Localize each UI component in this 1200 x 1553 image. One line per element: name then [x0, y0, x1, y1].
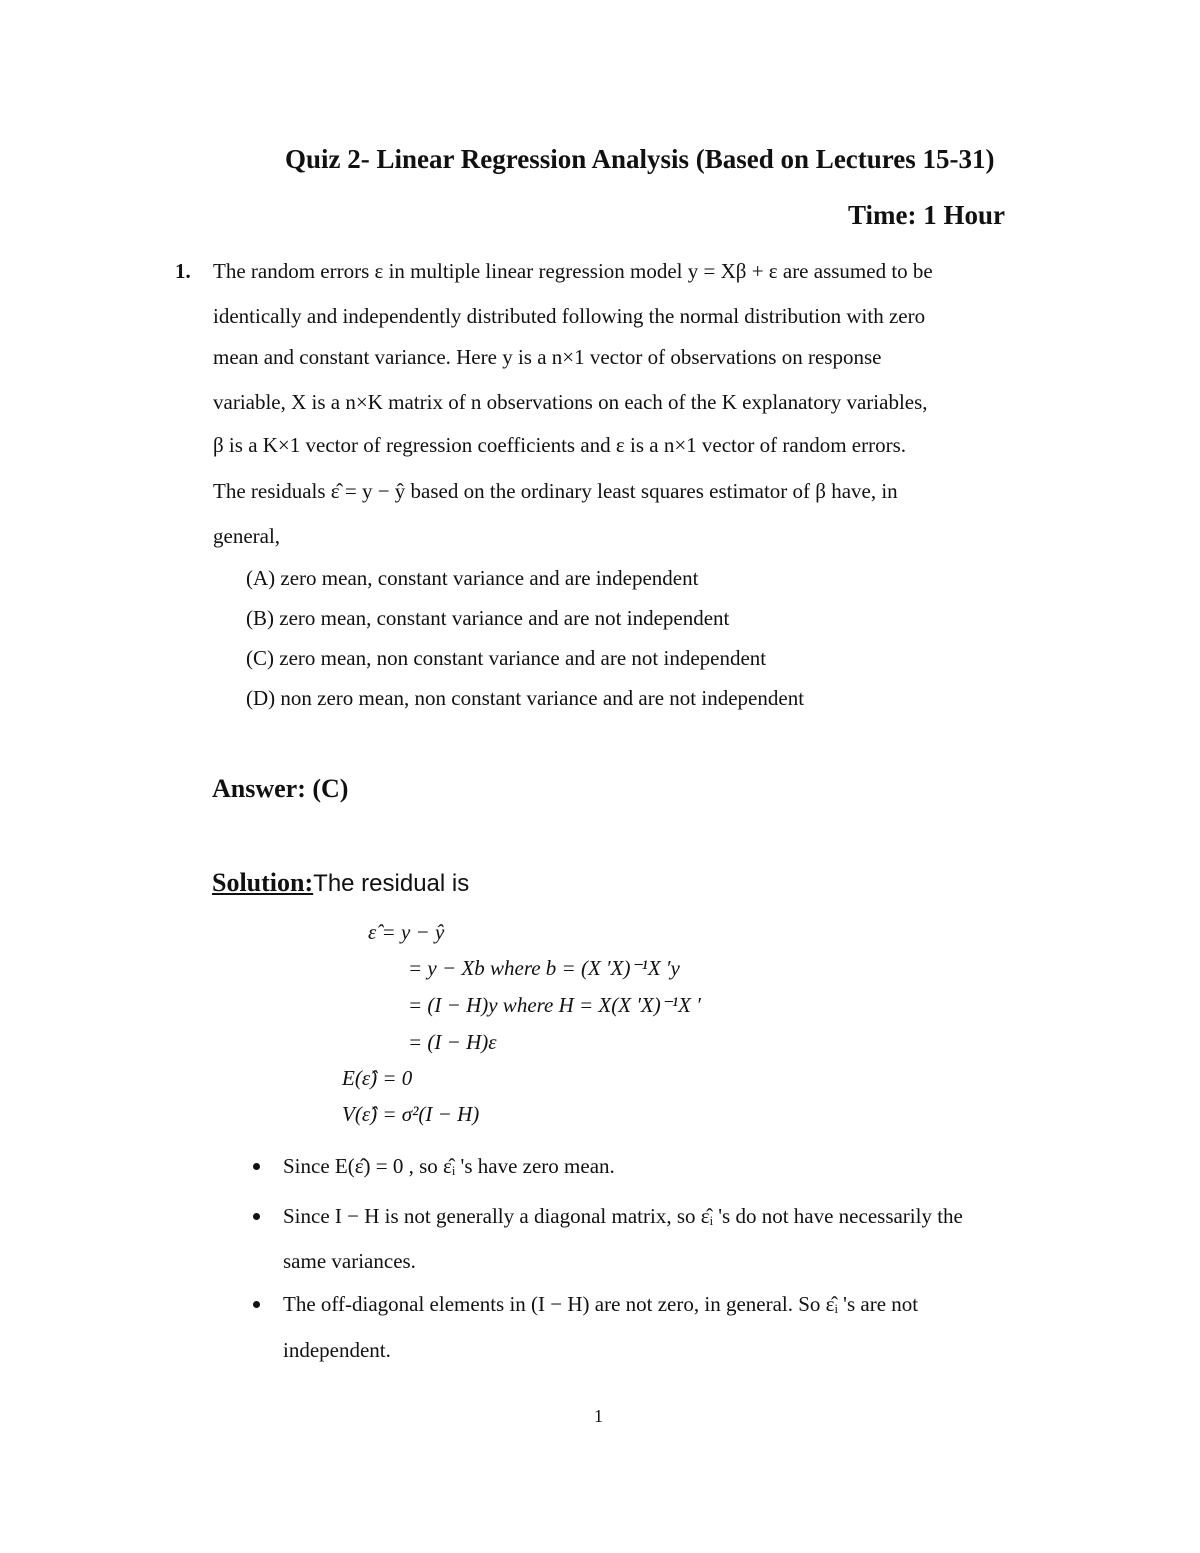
bullet-3: The off-diagonal elements in (I − H) are not zero, in general. So ε̂ᵢ 's are not [283, 1292, 919, 1316]
option-d: (D) non zero mean, non constant variance and are not independent [246, 686, 805, 710]
bullet-2-continued: same variances. [283, 1249, 416, 1273]
solution-intro: The residual is [313, 870, 470, 897]
question-number: 1. [175, 259, 191, 283]
equation-4: = (I − H)ε [408, 1030, 497, 1054]
equation-3: = (I − H)y where H = X(X ′X)⁻¹X ′ [408, 993, 701, 1017]
bullet-3-continued: independent. [283, 1338, 391, 1362]
question-line-3: mean and constant variance. Here y is a n×1 vector of observations on response [213, 345, 882, 369]
bullet-icon [253, 1301, 260, 1308]
question-line-2: identically and independently distributed following the normal distribution with zero [213, 304, 926, 328]
page-title: Quiz 2- Linear Regression Analysis (Based on Lectures 15-31) [285, 144, 995, 174]
bullet-2: Since I − H is not generally a diagonal matrix, so ε̂ᵢ 's do not have necessarily the [283, 1204, 963, 1228]
question-line-4: variable, X is a n×K matrix of n observations on each of the K explanatory variables, [213, 390, 928, 414]
equation-1: ε̂ = y − ŷ [368, 920, 445, 944]
question-line-1: The random errors ε in multiple linear regression model y = Xβ + ε are assumed to be [213, 259, 933, 283]
question-line-5: β is a K×1 vector of regression coefficients and ε is a n×1 vector of random errors. [213, 433, 906, 457]
equation-5: E(ε̂) = 0 [342, 1066, 413, 1090]
option-a: (A) zero mean, constant variance and are independent [246, 566, 699, 590]
bullet-icon [253, 1213, 260, 1220]
option-b: (B) zero mean, constant variance and are not independent [246, 606, 730, 630]
time-label: Time: 1 Hour [848, 200, 1005, 230]
equation-2: = y − Xb where b = (X ′X)⁻¹X ′y [408, 956, 680, 980]
option-c: (C) zero mean, non constant variance and are not independent [246, 646, 767, 670]
question-line-6: The residuals ε̂ = y − ŷ based on the ordinary least squares estimator of β have, in [213, 479, 898, 503]
answer-label: Answer: (C) [212, 774, 349, 803]
page-number: 1 [594, 1406, 603, 1426]
equation-6: V(ε̂) = σ²(I − H) [342, 1102, 480, 1126]
question-line-7: general, [213, 524, 281, 548]
bullet-icon [253, 1163, 260, 1170]
solution-label: Solution: [212, 868, 314, 897]
solution-header [212, 868, 469, 898]
bullet-1: Since E(ε̂) = 0 , so ε̂ᵢ 's have zero mean. [283, 1154, 615, 1178]
